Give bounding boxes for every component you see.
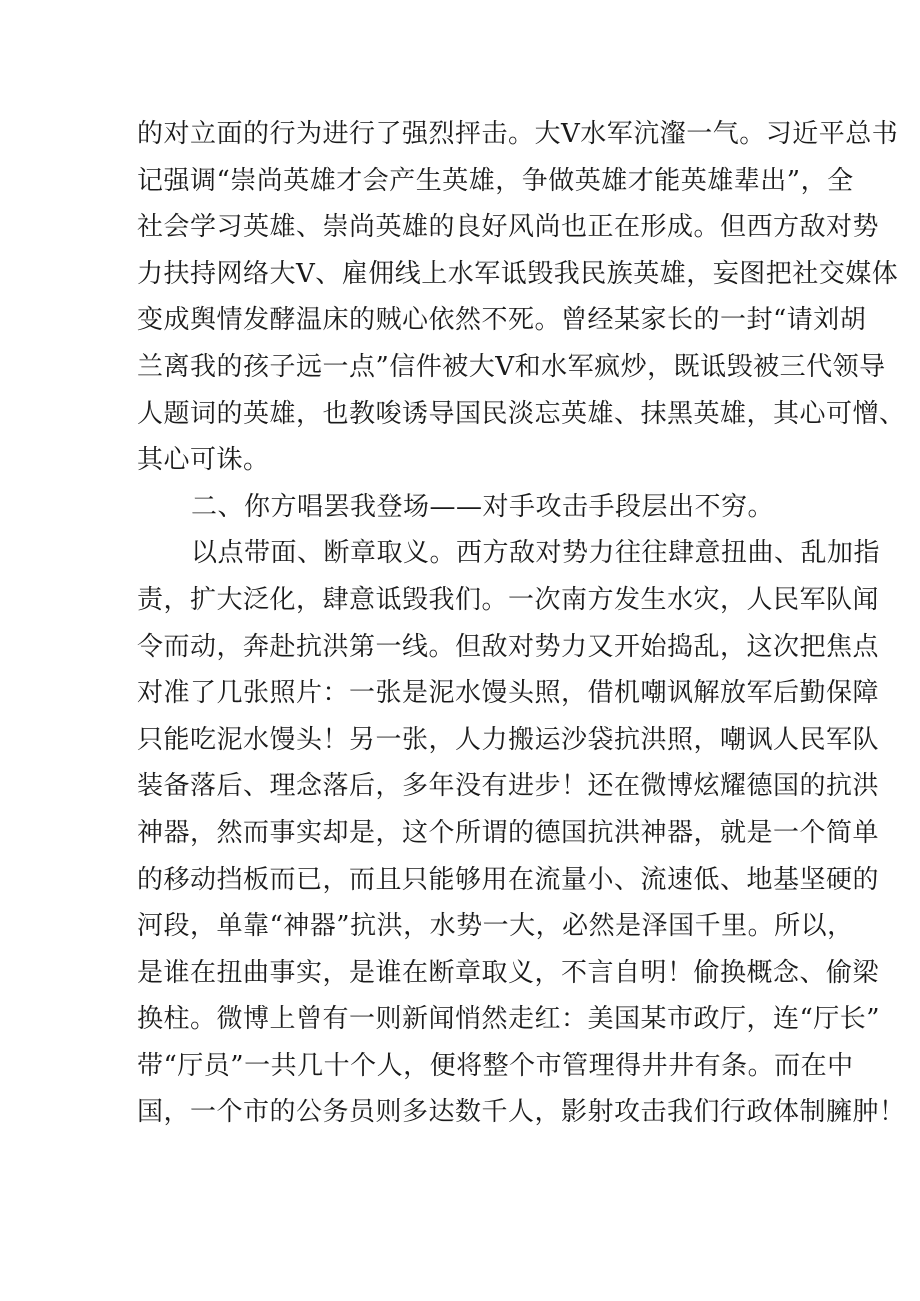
text-line: 装备落后、理念落后，多年没有进步！还在微博炫耀德国的抗洪 xyxy=(137,771,880,802)
text-line: 令而动，奔赴抗洪第一线。但敌对势力又开始捣乱，这次把焦点 xyxy=(137,631,880,662)
text-line: 换柱。微博上曾有一则新闻悄然走红：美国某市政厅，连“厅长” xyxy=(137,1004,881,1035)
text-line: 变成舆情发酵温床的贼心依然不死。曾经某家长的一封“请刘胡 xyxy=(137,305,867,336)
text-line: 兰离我的孩子远一点”信件被大V和水军疯炒，既诋毁被三代领导 xyxy=(137,351,886,382)
text-line: 以点带面、断章取义。西方敌对势力往往肆意扭曲、乱加指 xyxy=(191,538,881,569)
text-line: 对准了几张照片：一张是泥水馒头照，借机嘲讽解放军后勤保障 xyxy=(137,678,880,709)
text-line: 责，扩大泛化，肆意诋毁我们。一次南方发生水灾，人民军队闻 xyxy=(137,584,880,615)
text-line: 人题词的英雄，也教唆诱导国民淡忘英雄、抹黑英雄，其心可憎、 xyxy=(137,398,906,429)
text-line: 只能吃泥水馒头！另一张，人力搬运沙袋抗洪照，嘲讽人民军队 xyxy=(137,724,880,755)
text-line: 带“厅员”一共几十个人，便将整个市管理得井井有条。而在中 xyxy=(137,1050,854,1081)
section-heading: 二、你方唱罢我登场——对手攻击手段层出不穷。 xyxy=(191,491,775,522)
text-line: 国，一个市的公务员则多达数千人，影射攻击我们行政体制臃肿！ xyxy=(137,1097,906,1128)
text-line: 力扶持网络大V、雇佣线上水军诋毁我民族英雄，妄图把社交媒体 xyxy=(137,258,899,289)
text-line: 社会学习英雄、崇尚英雄的良好风尚也正在形成。但西方敌对势 xyxy=(137,212,880,243)
text-line: 记强调“崇尚英雄才会产生英雄，争做英雄才能英雄辈出”，全 xyxy=(137,165,854,196)
text-line: 其心可诛。 xyxy=(137,445,270,476)
text-line: 的对立面的行为进行了强烈抨击。大V水军沆瀣一气。习近平总书 xyxy=(137,119,899,149)
text-line: 神器，然而事实却是，这个所谓的德国抗洪神器，就是一个简单 xyxy=(137,817,880,848)
text-line: 是谁在扭曲事实，是谁在断章取义，不言自明！偷换概念、偷梁 xyxy=(137,957,880,988)
paragraph-1 xyxy=(137,111,906,484)
body-text xyxy=(137,111,906,1136)
text-line: 河段，单靠“神器”抗洪，水势一大，必然是泽国千里。所以， xyxy=(137,911,854,942)
text-line: 的移动挡板而已，而且只能够用在流量小、流速低、地基坚硬的 xyxy=(137,864,880,895)
paragraph-2 xyxy=(137,530,906,1136)
